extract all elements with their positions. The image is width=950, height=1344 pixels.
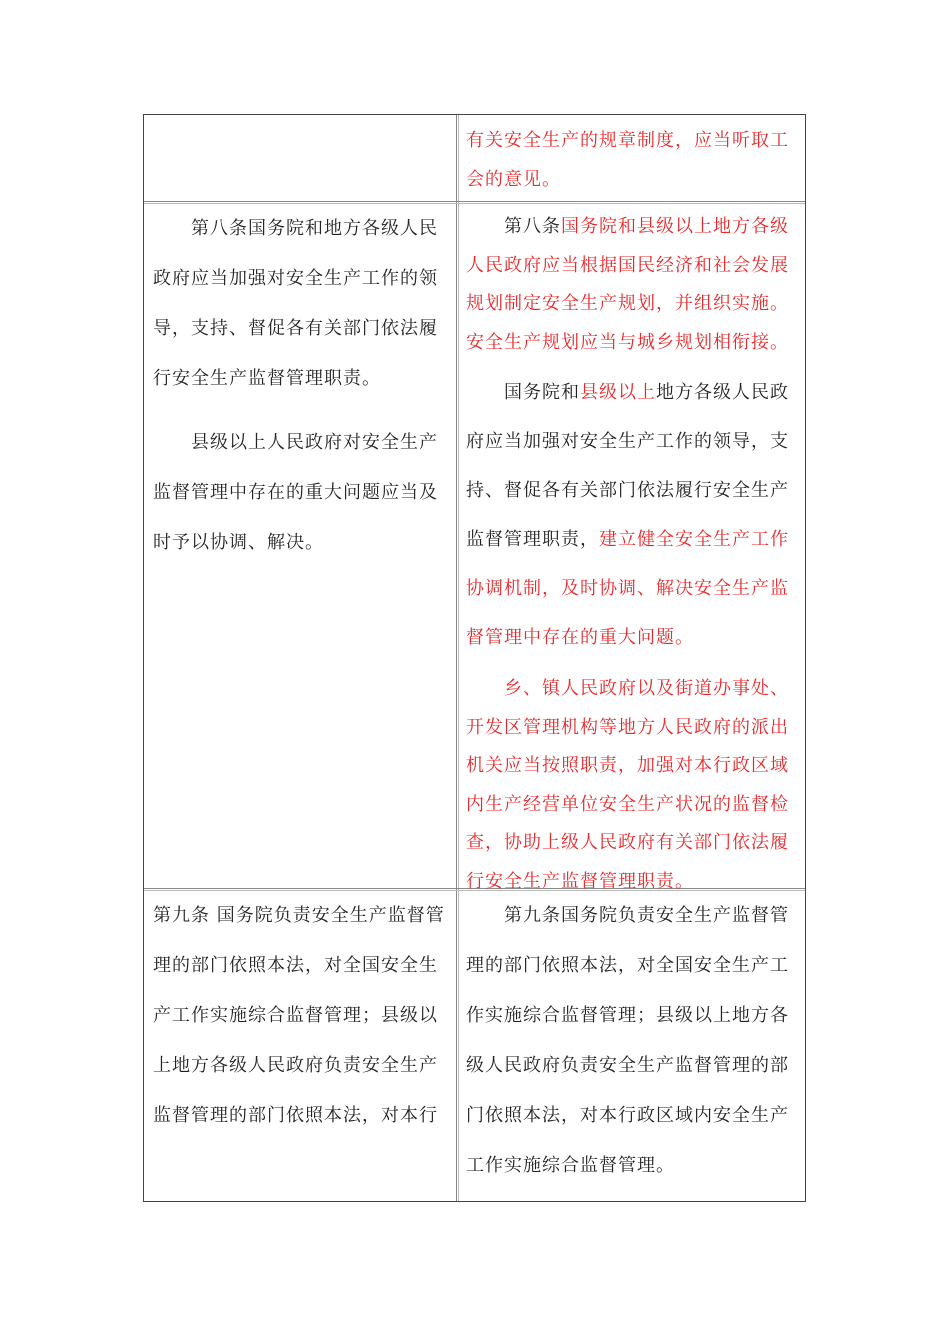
row3-left-cell	[153, 891, 449, 1141]
row2-right-cell	[466, 208, 796, 901]
row3-right-para-1	[466, 891, 796, 1191]
row2-left-para-1: 第八条国务院和地方各级人民政府应当加强对安全生产工作的领导，支持、督促各有关部门依法履行安全生产监督管理职责。	[153, 218, 438, 389]
comparison-table	[143, 114, 806, 1202]
row2-left-para-2: 县级以上人民政府对安全生产监督管理中存在的重大问题应当及时予以协调、解决。	[153, 432, 438, 553]
text-segment-highlight: 乡、镇人民政府以及街道办事处、开发区管理机构等地方人民政府的派出机关应当按照职责，加强对本行政区域内生产经营单位安全生产状况的监督检查，协助上级人民政府有关部门依法履行安全生产监督管理职责。	[466, 678, 789, 892]
text-segment-highlight: 县级以上	[580, 382, 656, 403]
row2-left-cell	[153, 204, 449, 568]
text-segment: 地方各级人民政府应当加强对安全生产工作的领导，支持、督促各有关部门依法履行安全生产监督管理职责，	[466, 382, 789, 550]
text-segment-highlight: 建立健全安全生产工作协调机制，及时协调、解决安全生产监督管理中存在的重大问题。	[466, 529, 789, 648]
column-divider	[456, 115, 459, 1201]
row3-left-para-1: 第九条 国务院负责安全生产监督管理的部门依照本法，对全国安全生产工作实施综合监督管理；县级以上地方各级人民政府负责安全生产监督管理的部门依照本法，对本行	[153, 905, 445, 1126]
row2-right-para-2	[466, 368, 796, 662]
text-segment: 国务院和	[504, 382, 580, 403]
text-segment: 有关安全生产的规章制度，应当听取工会的意见。	[466, 130, 789, 190]
row3-right-cell	[466, 891, 796, 1191]
row2-right-para-3	[466, 670, 796, 901]
row1-left-cell	[153, 115, 449, 201]
row1-right-cell	[466, 122, 796, 199]
text-segment: 第八条	[504, 216, 561, 237]
row2-right-para-1	[466, 208, 796, 362]
row1-right-para-1	[466, 122, 796, 199]
text-segment: 第九条国务院负责安全生产监督管理的部门依照本法，对全国安全生产工作实施综合监督管理；县级以上地方各级人民政府负责安全生产监督管理的部门依照本法，对本行政区域内安全生产工作实施综合监督管理。	[466, 905, 789, 1176]
text-segment-highlight: 国务院和县级以上地方各级人民政府应当根据国民经济和社会发展规划制定安全生产规划，并组织实施。安全生产规划应当与城乡规划相衔接。	[466, 216, 789, 353]
